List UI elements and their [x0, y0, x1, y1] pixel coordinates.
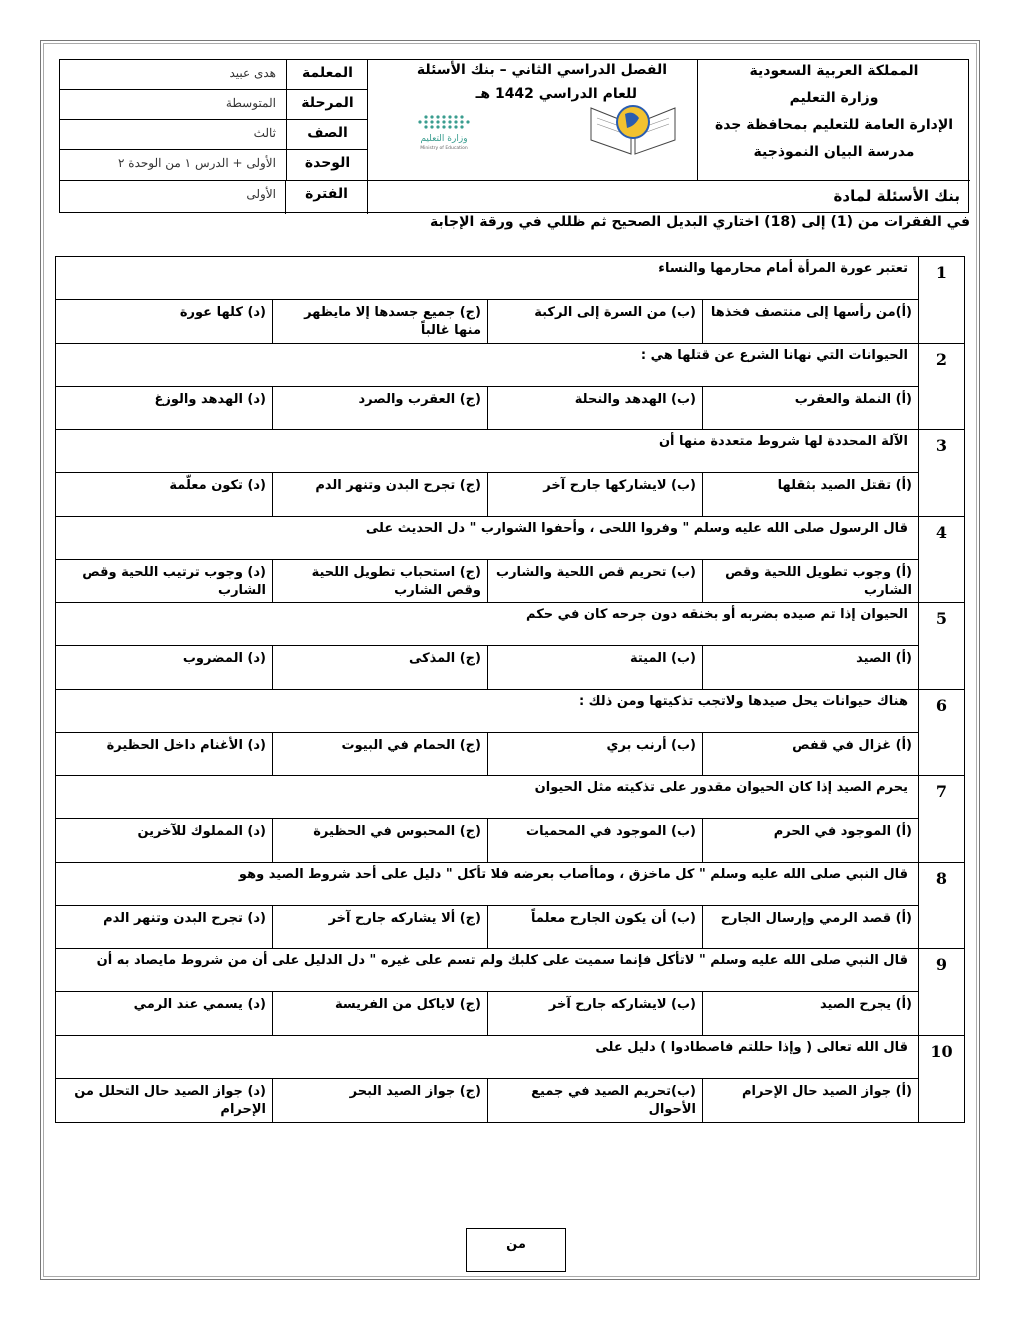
question-text: الآلة المحددة لها شروط متعددة منها أن — [56, 430, 918, 473]
question-text: تعتبر عورة المرأة أمام محارمها والنساء — [56, 257, 918, 300]
option-a: (أ) قصد الرمي وإرسال الجارح — [720, 910, 912, 926]
option-b: (ب) تحريم قص اللحية والشارب — [488, 560, 703, 604]
option-a: (أ) تقتل الصيد بثقلها — [777, 478, 912, 493]
stage-row — [60, 90, 368, 120]
school-name: مدرسة البيان النموذجية — [753, 144, 915, 160]
question-text: يحرم الصيد إذا كان الحيوان مقدور على تذكيته مثل الحيوان — [56, 776, 918, 819]
options-row — [56, 906, 918, 950]
svg-text:Ministry of Education: Ministry of Education — [420, 146, 468, 151]
question-text: هناك حيوانات يحل صيدها ولاتجب تذكيتها ومن ذلك : — [56, 690, 918, 733]
instructions-text: في الفقرات من (1) إلى (18) اختاري البديل الصحيح ثم ظللي في ورقة الإجابة — [430, 214, 970, 230]
grade-value: ثالث — [253, 126, 276, 140]
option-c: (ج) العقرب والصرد — [273, 387, 488, 431]
unit-row — [60, 150, 368, 180]
grade-label: الصف — [286, 120, 368, 149]
question-number: 7 — [918, 776, 964, 862]
question-block — [56, 863, 964, 950]
subject-bank-title: بنك الأسئلة لمادة — [368, 180, 970, 214]
options-row — [56, 387, 918, 431]
option-a: (أ) الصيد — [856, 651, 912, 666]
option-d: (د) كلها عورة — [54, 300, 273, 344]
question-number: 9 — [918, 949, 964, 1035]
teacher-info-table — [60, 60, 368, 180]
institution-block — [698, 60, 970, 180]
option-a: (أ) جواز الصيد حال الإحرام — [742, 1083, 912, 1099]
option-d: (د) المضروب — [54, 646, 273, 690]
document-header — [59, 59, 969, 213]
questions-table — [55, 256, 965, 1123]
question-block — [56, 1036, 964, 1123]
question-text: قال النبي صلى الله عليه وسلم " كل ماخزق ، وماأصاب بعرضه فلا تأكل " دليل على أحد شروط الصيد وهو — [56, 863, 918, 906]
school-book-globe-icon — [583, 94, 683, 164]
question-number: 6 — [918, 690, 964, 776]
ministry-title: وزارة التعليم — [789, 90, 879, 106]
administration-title: الإدارة العامة للتعليم بمحافظة جدة — [714, 117, 954, 133]
option-a: (أ) يجرح الصيد — [819, 997, 912, 1012]
semester-title: الفصل الدراسي الثاني – بنك الأسئلة — [416, 62, 667, 78]
option-c: (ج) جواز الصيد البحر — [273, 1079, 488, 1123]
ministry-logo-icon — [406, 112, 506, 152]
option-c: (ج) استحباب تطويل اللحية وقص الشارب — [273, 560, 488, 604]
question-block — [56, 517, 964, 604]
option-d: (د) تجرح البدن وتنهر الدم — [54, 906, 273, 950]
option-b: (ب) أرنب بري — [488, 733, 703, 777]
question-number: 5 — [918, 603, 964, 689]
options-row — [56, 819, 918, 863]
teacher-label: المعلمة — [286, 60, 368, 89]
question-text: قال الله تعالى ( وإذا حللتم فاصطادوا ) دليل على — [56, 1036, 918, 1079]
options-row — [56, 300, 918, 344]
svg-text:وزارة التعليم: وزارة التعليم — [420, 134, 468, 144]
question-text: قال الرسول صلى الله عليه وسلم " وفروا اللحى ، وأحفوا الشوارب " دل الحديث على — [56, 517, 918, 560]
option-d: (د) جواز الصيد حال التحلل من الإحرام — [54, 1079, 273, 1123]
question-block — [56, 690, 964, 777]
option-b: (ب) الموجود في المحميات — [488, 819, 703, 863]
question-number: 4 — [918, 517, 964, 603]
option-a: (أ) الموجود في الحرم — [773, 824, 912, 839]
option-d: (د) يسمي عند الرمي — [54, 992, 273, 1036]
semester-block — [368, 60, 698, 180]
question-text: الحيوان إذا تم صيده بضربه أو بخنقه دون جرحه كان في حكم — [56, 603, 918, 646]
teacher-row — [60, 60, 368, 90]
options-row — [56, 560, 918, 604]
options-row — [56, 473, 918, 517]
unit-label: الوحدة — [286, 150, 368, 180]
question-number: 10 — [918, 1036, 964, 1123]
option-d: (د) الأغنام داخل الحظيرة — [54, 733, 273, 777]
question-block — [56, 344, 964, 431]
options-row — [56, 1079, 918, 1123]
period-value: الأولى — [246, 187, 276, 201]
option-b: (ب) أن يكون الجارح معلماً — [488, 906, 703, 950]
academic-year: للعام الدراسي 1442 هـ — [475, 86, 637, 102]
option-a: (أ) النملة والعقرب — [794, 391, 912, 407]
option-c: (ج) ألا يشاركه جارح آخر — [273, 906, 488, 950]
question-number: 1 — [918, 257, 964, 343]
period-row — [60, 180, 368, 214]
option-c: (ج) الحمام في البيوت — [273, 733, 488, 777]
question-block — [56, 776, 964, 863]
period-label: الفترة — [285, 181, 367, 214]
teacher-value: هدى عبيد — [229, 66, 276, 80]
option-a: (أ)من رأسها إلى منتصف فخذها — [710, 305, 912, 320]
option-d: (د) الهدهد والوزغ — [54, 387, 273, 431]
stage-value: المتوسطة — [225, 96, 276, 110]
question-block — [56, 603, 964, 690]
page-number-box: من — [466, 1228, 566, 1272]
option-b: (ب) لايشاركه جارح آخر — [488, 992, 703, 1036]
grade-row — [60, 120, 368, 150]
option-b: (ب) الهدهد والنحلة — [488, 387, 703, 431]
option-d: (د) المملوك للآخرين — [54, 819, 273, 863]
option-c: (ج) المحبوس في الحظيرة — [273, 819, 488, 863]
option-b: (ب) من السرة إلى الركبة — [488, 300, 703, 344]
option-d: (د) تكون معلّمة — [54, 473, 273, 517]
option-c: (ج) لاياكل من الفريسة — [273, 992, 488, 1036]
options-row — [56, 646, 918, 690]
option-c: (ج) المذكى — [273, 646, 488, 690]
option-a: (أ) وجوب تطويل اللحية وقص الشارب — [725, 564, 912, 598]
options-row — [56, 992, 918, 1036]
option-b: (ب) الميتة — [488, 646, 703, 690]
question-number: 8 — [918, 863, 964, 949]
question-number: 2 — [918, 344, 964, 430]
question-text: قال النبي صلى الله عليه وسلم " لاتأكل فإنما سميت على كلبك ولم تسم على غيره " دل الدليل على أن من شروط مايصاد به أن — [56, 949, 918, 992]
options-row — [56, 733, 918, 777]
question-number: 3 — [918, 430, 964, 516]
stage-label: المرحلة — [286, 90, 368, 119]
option-c: (ج) تجرح البدن وتنهر الدم — [273, 473, 488, 517]
unit-value: الأولى + الدرس ١ من الوحدة ٢ — [118, 156, 276, 170]
question-block — [56, 949, 964, 1036]
question-block — [56, 430, 964, 517]
kingdom-title: المملكة العربية السعودية — [749, 63, 919, 79]
option-b: (ب)تحريم الصيد في جميع الأحوال — [488, 1079, 703, 1123]
question-block — [56, 257, 964, 344]
option-c: (ج) جميع جسدها إلا مايظهر منها غالباً — [273, 300, 488, 344]
option-b: (ب) لايشاركها جارح آخر — [488, 473, 703, 517]
question-text: الحيوانات التي نهانا الشرع عن قتلها هي : — [56, 344, 918, 387]
option-d: (د) وجوب ترتيب اللحية وقص الشارب — [54, 560, 273, 604]
option-a: (أ) غزال في قفص — [792, 737, 912, 753]
